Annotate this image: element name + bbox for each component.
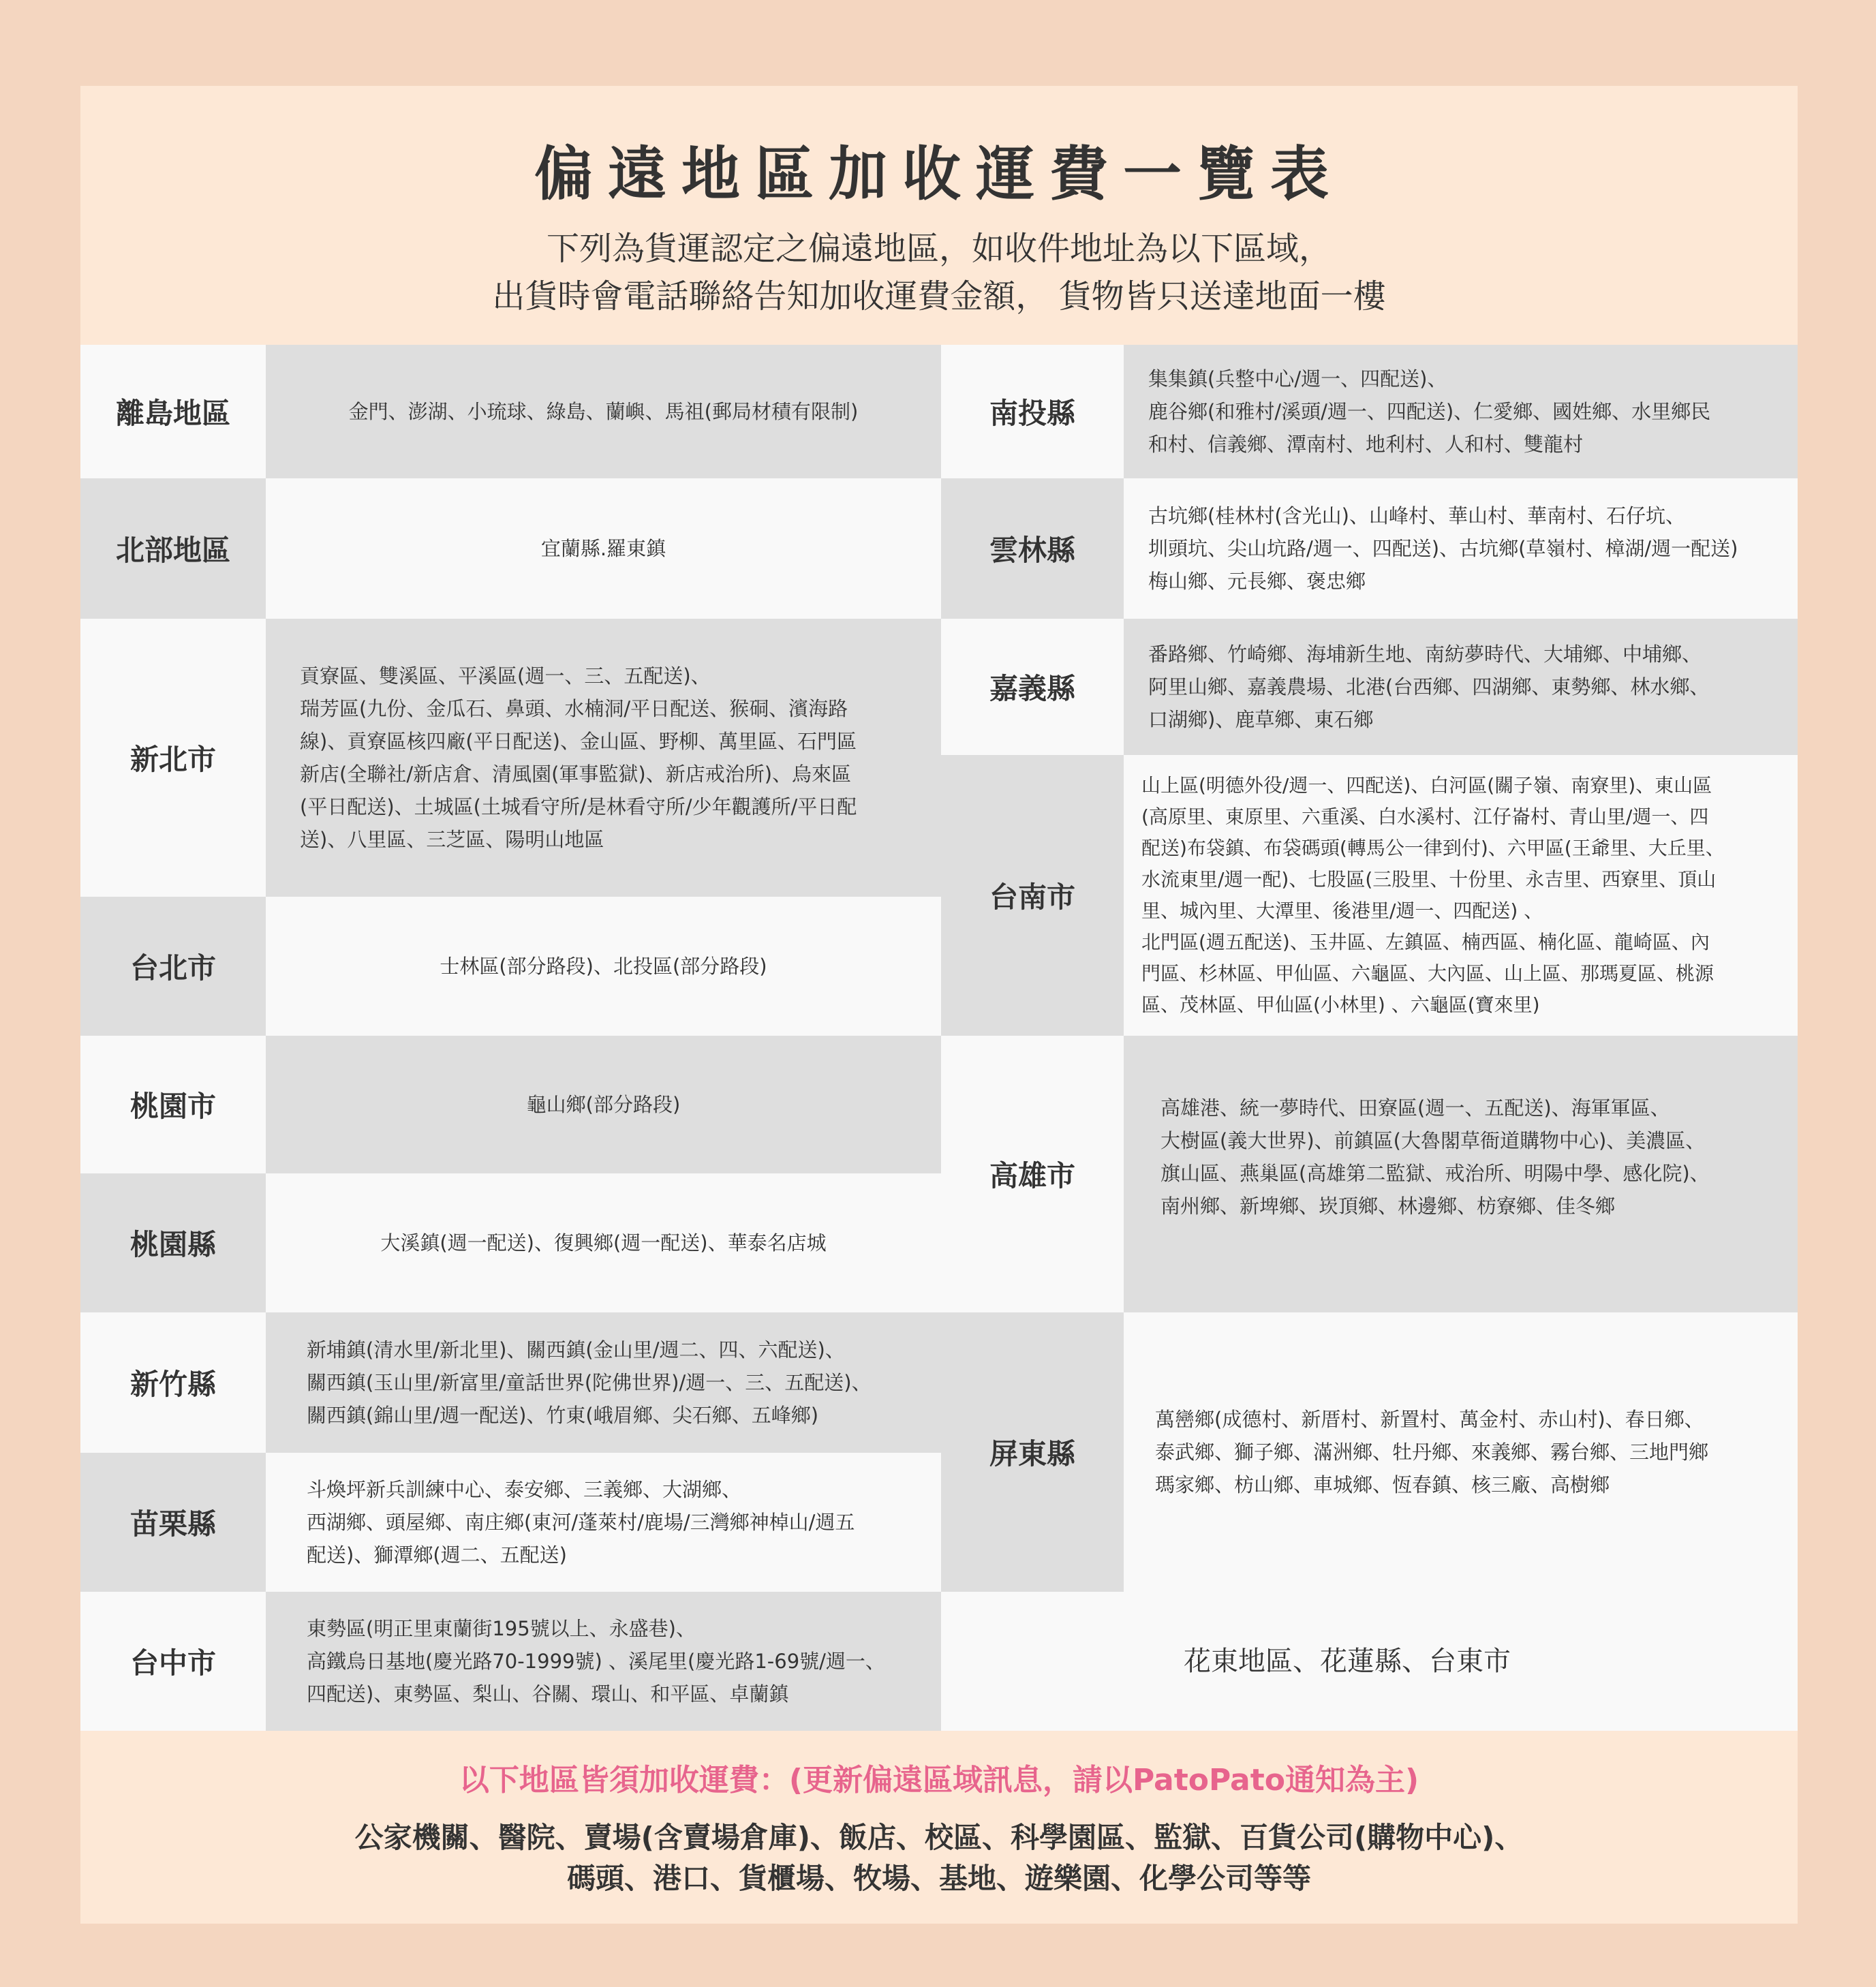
- region-content-miaoli: 斗煥坪新兵訓練中心、泰安鄉、三義鄉、大湖鄉、 西湖鄉、頭屋鄉、南庄鄉(東河/蓬萊村/鹿場/三灣鄉神棹山/週五 配送)、獅潭鄉(週二、五配送): [266, 1453, 941, 1592]
- region-content-huadong: 花東地區、花蓮縣、台東市: [1124, 1592, 1798, 1731]
- region-content-pingtung: 萬巒鄉(成德村、新厝村、新置村、萬金村、赤山村)、春日鄉、 泰武鄉、獅子鄉、滿洲鄉、牡丹鄉、來義鄉、霧台鄉、三地門鄉 瑪家鄉、枋山鄉、車城鄉、恆春鎮、核三廠、高樹鄉: [1124, 1312, 1798, 1592]
- region-content-taichung: 東勢區(明正里東蘭街195號以上、永盛巷)、 高鐵烏日基地(慶光路70-1999號) 、溪尾里(慶光路1-69號/週一、 四配送)、東勢區、梨山、谷關、環山、和平區、卓蘭鎮: [266, 1592, 941, 1731]
- subtitle-line-2: 出貨時會電話聯絡告知加收運費金額， 貨物皆只送達地面一樓: [492, 277, 1386, 315]
- region-content-kaohsiung: 高雄港、統一夢時代、田寮區(週一、五配送)、海軍軍區、 大樹區(義大世界)、前鎮區(大魯閣草衙道購物中心)、美濃區、 旗山區、燕巢區(高雄第二監獄、戒治所、明陽中學、感化院)、 南州鄉、新埤鄉、崁頂鄉、林邊鄉、枋寮鄉、佳冬鄉: [1124, 1036, 1798, 1312]
- region-label-taichung: 台中市: [80, 1592, 266, 1731]
- footer-line-2: 碼頭、港口、貨櫃場、牧場、基地、遊樂園、化學公司等等: [566, 1862, 1311, 1895]
- region-content-tainan: 山上區(明德外役/週一、四配送)、白河區(關子嶺、南寮里)、東山區 (高原里、東原里、六重溪、白水溪村、江仔崙村、青山里/週一、四 配送)布袋鎮、布袋碼頭(轉馬公一律到付)、六甲區(王爺里、大丘里、 水流東里/週一配)、七股區(三股里、十份里、永吉里、西寮里、頂山 里、城內里、大潭里、後港里/週一、四配送) 、 北門區(週五配送)、玉井區、左鎮區、楠西區、楠化區、龍崎區、內 門區、杉林區、甲仙區、六龜區、大內區、山上區、那瑪夏區、桃源 區、茂林區、甲仙區(小林里) 、六龜區(寶來里): [1124, 755, 1798, 1036]
- region-content-nantou: 集集鎮(兵整中心/週一、四配送)、 鹿谷鄉(和雅村/溪頭/週一、四配送)、仁愛鄉、國姓鄉、水里鄉民 和村、信義鄉、潭南村、地利村、人和村、雙龍村: [1124, 345, 1798, 478]
- region-content-taoyuan-county: 大溪鎮(週一配送)、復興鄉(週一配送)、華泰名店城: [266, 1173, 941, 1312]
- region-label-newtaipei: 新北市: [80, 619, 266, 897]
- page-title: 偏遠地區加收運費一覽表: [534, 140, 1344, 209]
- region-content-taoyuan-city: 龜山鄉(部分路段): [266, 1036, 941, 1173]
- region-label-hsinchu: 新竹縣: [80, 1312, 266, 1453]
- subtitle-line-1: 下列為貨運認定之偏遠地區，如收件地址為以下區域，: [546, 230, 1332, 268]
- region-label-tainan: 台南市: [941, 755, 1124, 1036]
- region-label-taoyuan-county: 桃園縣: [80, 1173, 266, 1312]
- region-content-yunlin: 古坑鄉(桂林村(含光山)、山峰村、華山村、華南村、石仔坑、 圳頭坑、尖山坑路/週一、四配送)、古坑鄉(草嶺村、樟湖/週一配送) 梅山鄉、元長鄉、褒忠鄉: [1124, 478, 1798, 619]
- region-content-taipei: 士林區(部分路段)、北投區(部分路段): [266, 897, 941, 1036]
- region-label-miaoli: 苗栗縣: [80, 1453, 266, 1592]
- region-label-chiayi: 嘉義縣: [941, 619, 1124, 755]
- region-label-huadong: [941, 1592, 1124, 1731]
- region-label-north: 北部地區: [80, 478, 266, 619]
- panel: [80, 86, 1798, 1924]
- region-content-chiayi: 番路鄉、竹崎鄉、海埔新生地、南紡夢時代、大埔鄉、中埔鄉、 阿里山鄉、嘉義農場、北港(台西鄉、四湖鄉、東勢鄉、林水鄉、 口湖鄉)、鹿草鄉、東石鄉: [1124, 619, 1798, 755]
- region-content-north: 宜蘭縣.羅東鎮: [266, 478, 941, 619]
- region-label-taoyuan-city: 桃園市: [80, 1036, 266, 1173]
- region-content-hsinchu: 新埔鎮(清水里/新北里)、關西鎮(金山里/週二、四、六配送)、 關西鎮(玉山里/新富里/童話世界(陀佛世界)/週一、三、五配送)、 關西鎮(錦山里/週一配送)、竹東(峨眉鄉、尖石鄉、五峰鄉): [266, 1312, 941, 1453]
- region-label-nantou: 南投縣: [941, 345, 1124, 478]
- region-label-liandao: 離島地區: [80, 345, 266, 478]
- region-content-liandao: 金門、澎湖、小琉球、綠島、蘭嶼、馬祖(郵局材積有限制): [266, 345, 941, 478]
- region-label-kaohsiung: 高雄市: [941, 1036, 1124, 1312]
- footer-line-1: 公家機關、醫院、賣場(含賣場倉庫)、飯店、校區、科學園區、監獄、百貨公司(購物中心)、: [354, 1821, 1524, 1854]
- footer-note: 以下地區皆須加收運費：(更新偏遠區域訊息，請以PatoPato通知為主): [459, 1763, 1419, 1798]
- region-label-taipei: 台北市: [80, 897, 266, 1036]
- region-label-pingtung: 屏東縣: [941, 1312, 1124, 1592]
- region-content-newtaipei: 貢寮區、雙溪區、平溪區(週一、三、五配送)、 瑞芳區(九份、金瓜石、鼻頭、水楠洞/平日配送、猴硐、濱海路 線)、貢寮區核四廠(平日配送)、金山區、野柳、萬里區、石門區 新店(全聯社/新店倉、清風園(軍事監獄)、新店戒治所)、烏來區 (平日配送)、土城區(土城看守所/是林看守所/少年觀護所/平日配 送)、八里區、三芝區、陽明山地區: [266, 619, 941, 897]
- region-label-yunlin: 雲林縣: [941, 478, 1124, 619]
